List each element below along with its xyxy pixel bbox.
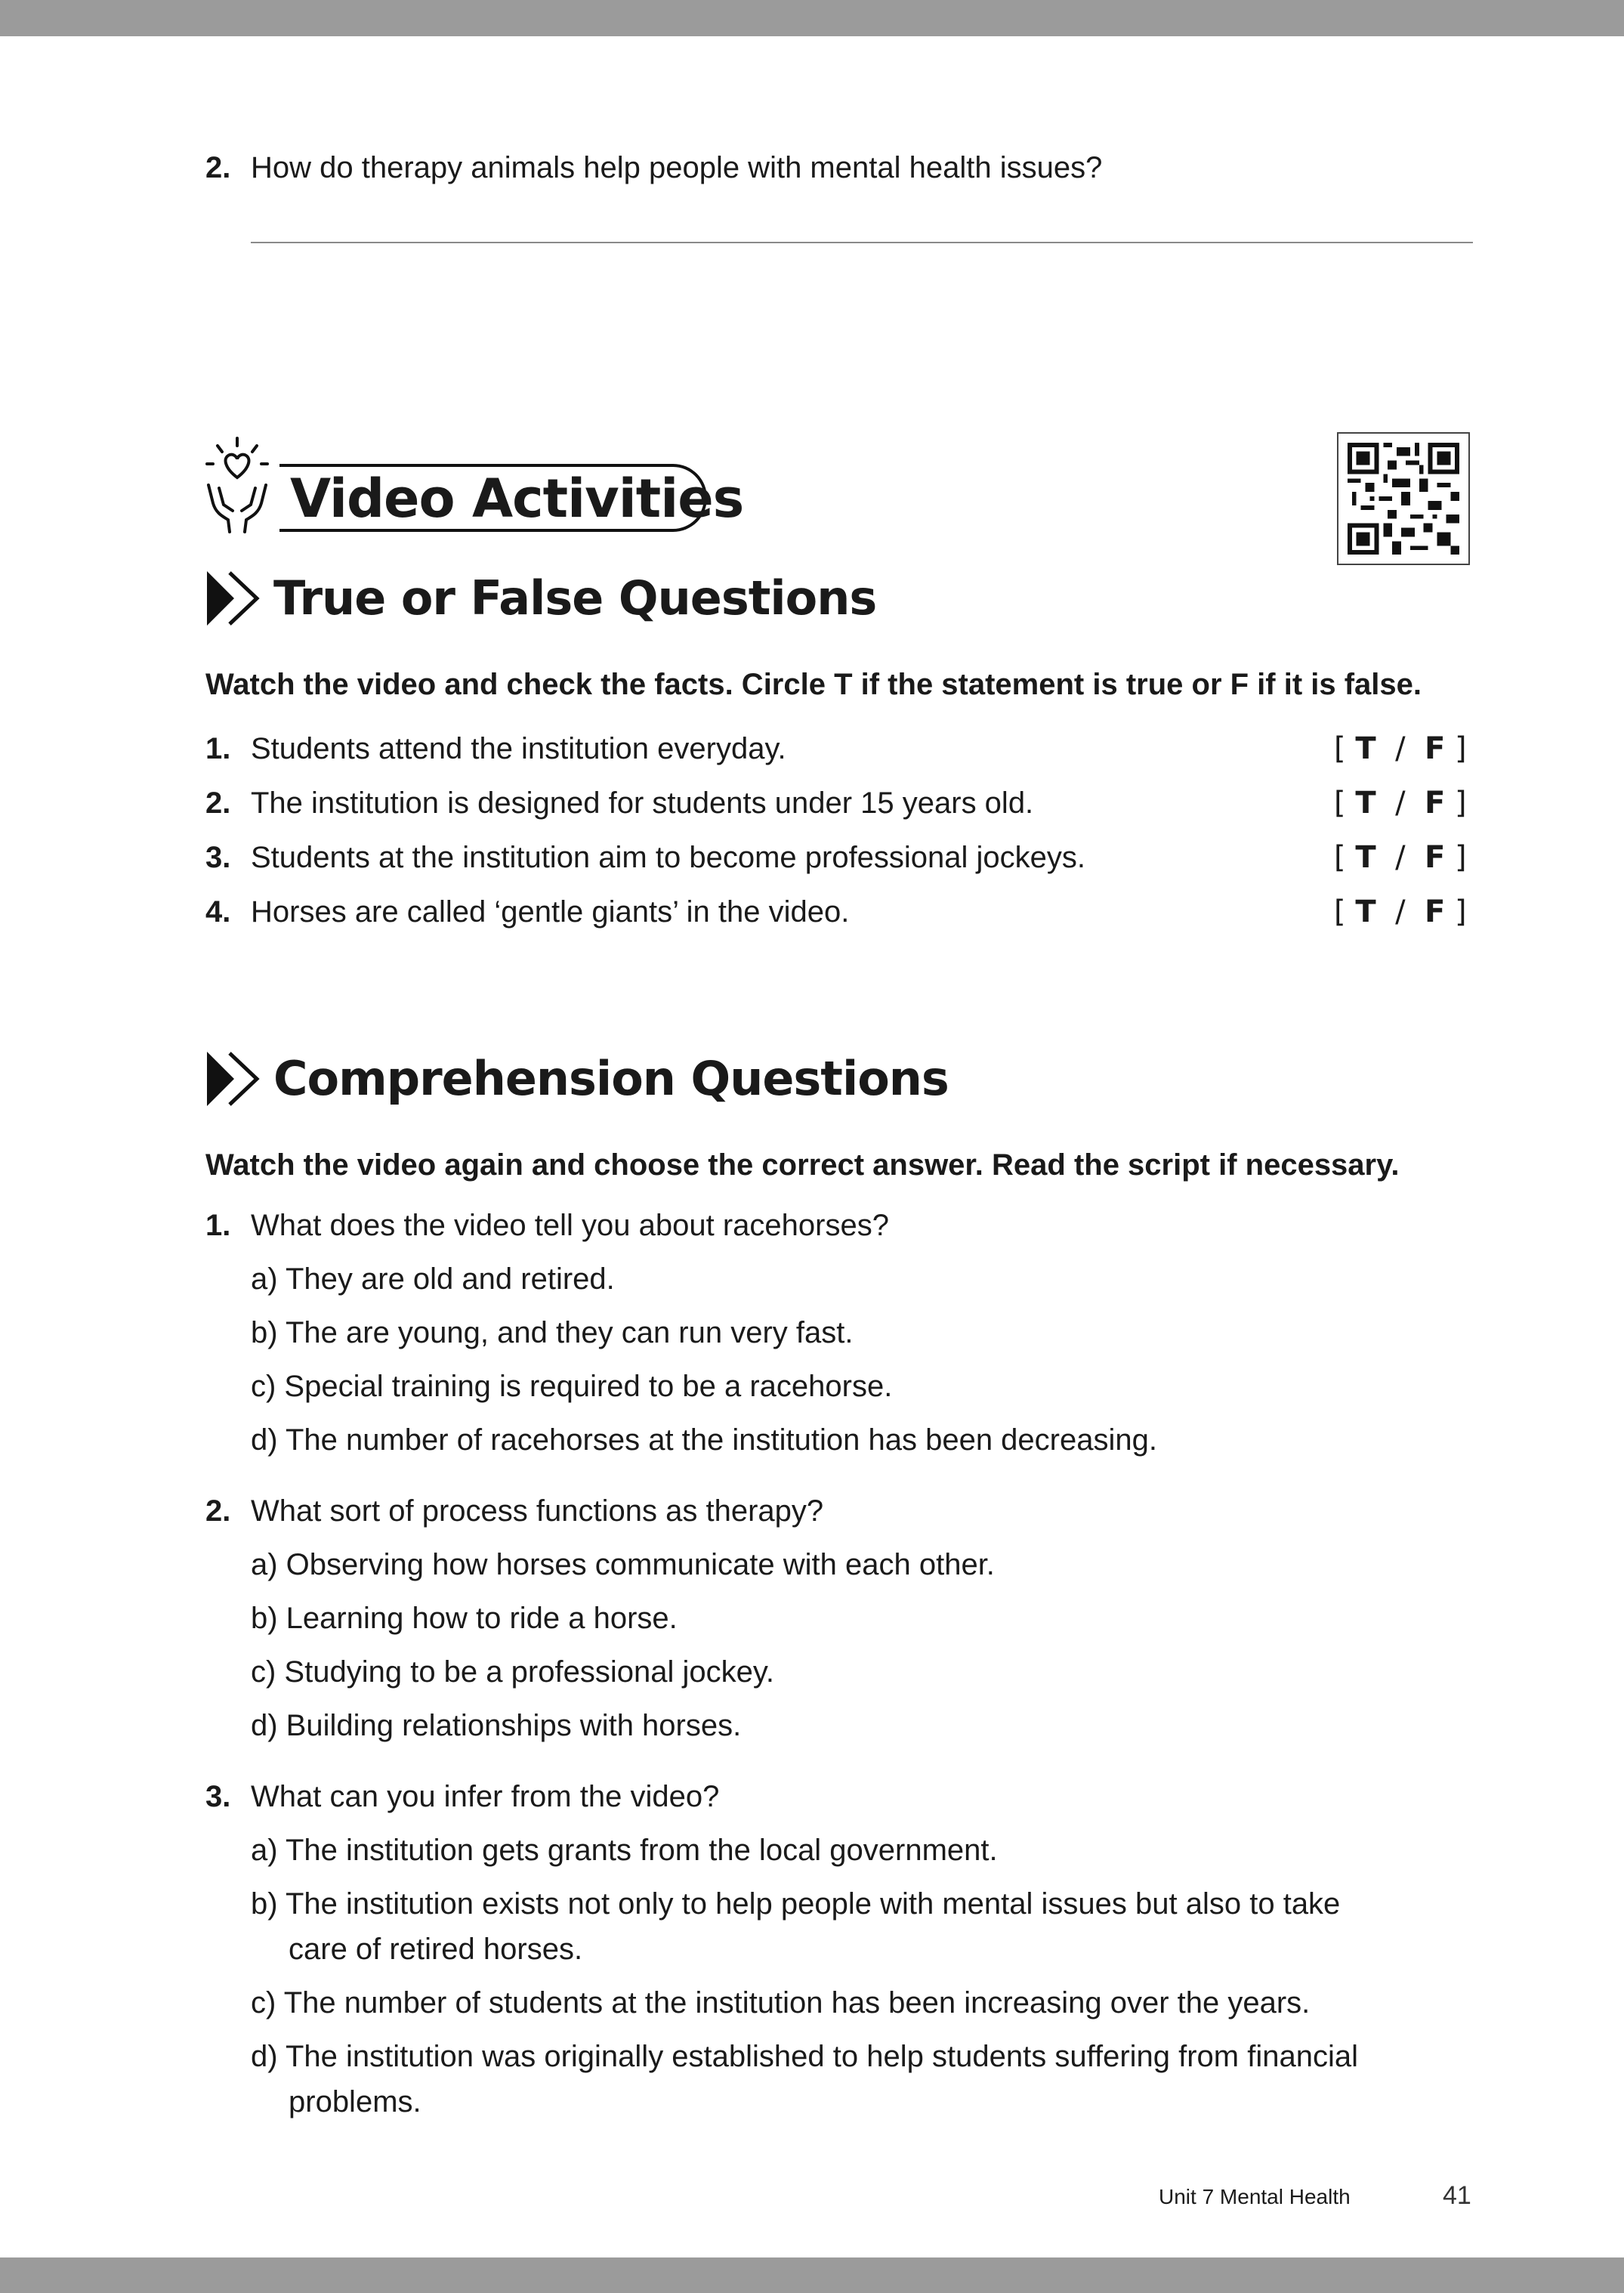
question-number: 2. [205, 151, 231, 184]
tf-choice[interactable]: [ T / F ] [1334, 731, 1467, 766]
top-band [0, 0, 1624, 36]
tf-choice[interactable]: [ T / F ] [1334, 895, 1467, 929]
answer-option[interactable]: c) The number of students at the institution has been increasing over the years. [251, 1986, 1311, 2020]
question-text: How do therapy animals help people with mental health issues? [251, 151, 1103, 184]
question-number: 3. [205, 1780, 231, 1813]
tf-item-number: 2. [205, 786, 231, 820]
tf-item-text: Horses are called ‘gentle giants’ in the video. [251, 895, 850, 929]
answer-line[interactable] [251, 242, 1473, 243]
comprehension-instruction: Watch the video again and choose the correct answer. Read the script if necessary. [205, 1148, 1400, 1182]
tf-choice[interactable]: [ T / F ] [1334, 840, 1467, 875]
double-arrow-icon [204, 1049, 264, 1113]
answer-option[interactable]: c) Studying to be a professional jockey. [251, 1655, 774, 1689]
question-number: 2. [205, 1494, 231, 1528]
double-arrow-icon [204, 568, 264, 632]
qr-code[interactable] [1337, 432, 1470, 565]
tf-item-text: Students at the institution aim to become professional jockeys. [251, 841, 1086, 874]
tf-item-text: The institution is designed for students under 15 years old. [251, 786, 1034, 820]
question-text: What sort of process functions as therapy? [251, 1494, 824, 1528]
answer-option[interactable]: a) Observing how horses communicate with each other. [251, 1548, 995, 1581]
tf-item-text: Students attend the institution everyday. [251, 732, 786, 765]
question-text: What does the video tell you about racehorses? [251, 1209, 889, 1242]
answer-option[interactable]: d) The institution was originally established to help students suffering from financial [251, 2040, 1358, 2073]
question-number: 1. [205, 1209, 231, 1242]
answer-option[interactable]: d) Building relationships with horses. [251, 1709, 742, 1742]
answer-option-continued[interactable]: problems. [289, 2085, 421, 2118]
answer-option[interactable]: a) The institution gets grants from the local government. [251, 1834, 998, 1867]
tf-item-number: 1. [205, 732, 231, 765]
tf-item-number: 4. [205, 895, 231, 929]
comprehension-title: Comprehension Questions [273, 1051, 949, 1106]
true-false-title: True or False Questions [273, 570, 877, 626]
footer-unit-label: Unit 7 Mental Health [1159, 2185, 1351, 2208]
answer-option[interactable]: b) Learning how to ride a horse. [251, 1602, 678, 1635]
page-number: 41 [1443, 2181, 1471, 2210]
bottom-band [0, 2257, 1624, 2293]
question-text: What can you infer from the video? [251, 1780, 720, 1813]
video-activities-title: Video Activities [290, 468, 744, 530]
answer-option[interactable]: b) The institution exists not only to help people with mental issues but also to take [251, 1887, 1341, 1921]
tf-choice[interactable]: [ T / F ] [1334, 786, 1467, 820]
heart-hands-icon [202, 435, 275, 537]
answer-option[interactable]: a) They are old and retired. [251, 1262, 615, 1296]
answer-option[interactable]: c) Special training is required to be a racehorse. [251, 1370, 893, 1403]
answer-option-continued[interactable]: care of retired horses. [289, 1933, 583, 1966]
true-false-instruction: Watch the video and check the facts. Circle T if the statement is true or F if it is false. [205, 668, 1422, 701]
tf-item-number: 3. [205, 841, 231, 874]
answer-option[interactable]: d) The number of racehorses at the institution has been decreasing. [251, 1423, 1157, 1457]
answer-option[interactable]: b) The are young, and they can run very fast. [251, 1316, 854, 1349]
